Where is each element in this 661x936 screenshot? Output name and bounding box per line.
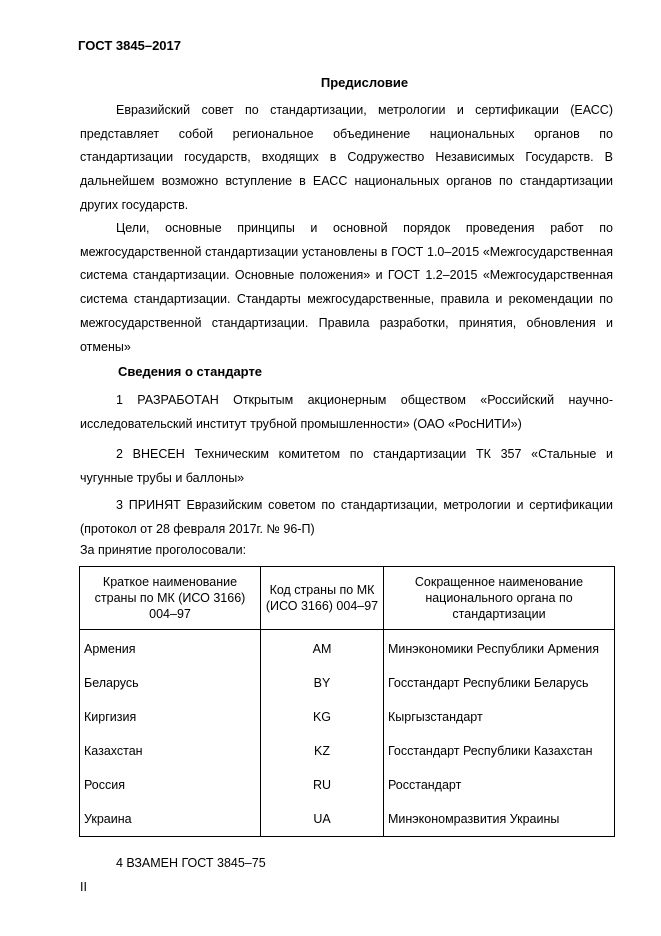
organization-cell: Минэкономики Республики Армения — [384, 630, 615, 667]
header-organization: Сокращенное наименование национального органа по стандартизации — [384, 567, 615, 630]
foreword-paragraph-1: Евразийский совет по стандартизации, метрологии и сертификации (ЕАСС) представляет собой региональное объединение национальных органов по стандартизации государств, входящих в Содружество Независимых Государств. В дальнейшем возможно вступление в ЕАСС национальных органов по стандартизации других государств. — [80, 103, 613, 212]
info-item-adopted: 3 ПРИНЯТ Евразийским советом по стандартизации, метрологии и сертификации (протокол от 28 февраля 2017г. № 96-П) — [80, 498, 613, 536]
table-row — [80, 802, 615, 837]
foreword-paragraph-2: Цели, основные принципы и основной порядок проведения работ по межгосударственной стандартизации установлены в ГОСТ 1.0–2015 «Межгосударственная система стандартизации. Основные положения» и ГОСТ 1.2–2015 «Межгосударственная система стандартизации. Стандарты межгосударственные, правила и рекомендации по межгосударственной стандартизации. Правила разработки, принятия, обновления и отмены» — [80, 221, 613, 354]
header-code: Код страны по МК (ИСО 3166) 004–97 — [261, 567, 384, 630]
voted-label: За принятие проголосовали: — [80, 543, 247, 557]
header-country: Краткое наименование страны по МК (ИСО 3166) 004–97 — [80, 567, 261, 630]
table-row — [80, 734, 615, 768]
country-cell: Киргизия — [80, 700, 261, 734]
country-cell: Украина — [80, 802, 261, 837]
code-cell: BY — [261, 666, 384, 700]
table-row — [80, 666, 615, 700]
organization-cell: Минэкономразвития Украины — [384, 802, 615, 837]
table-row — [80, 700, 615, 734]
table-header-row — [80, 567, 615, 630]
table-row — [80, 768, 615, 802]
code-cell: AM — [261, 630, 384, 667]
page-number: II — [80, 880, 87, 894]
country-cell: Казахстан — [80, 734, 261, 768]
code-cell: KG — [261, 700, 384, 734]
code-cell: UA — [261, 802, 384, 837]
country-cell: Беларусь — [80, 666, 261, 700]
table-row — [80, 630, 615, 667]
organization-cell: Росстандарт — [384, 768, 615, 802]
country-cell: Армения — [80, 630, 261, 667]
info-item-replaces: 4 ВЗАМЕН ГОСТ 3845–75 — [116, 856, 266, 870]
organization-cell: Кыргызстандарт — [384, 700, 615, 734]
foreword-title: Предисловие — [320, 75, 409, 90]
country-cell: Россия — [80, 768, 261, 802]
standard-info-title: Сведения о стандарте — [118, 364, 263, 379]
organization-cell: Госстандарт Республики Беларусь — [384, 666, 615, 700]
info-item-submitted: 2 ВНЕСЕН Техническим комитетом по стандартизации ТК 357 «Стальные и чугунные трубы и баллоны» — [80, 447, 613, 485]
code-cell: KZ — [261, 734, 384, 768]
voting-table — [79, 566, 615, 837]
organization-cell: Госстандарт Республики Казахстан — [384, 734, 615, 768]
page-header: ГОСТ 3845–2017 — [78, 38, 181, 53]
code-cell: RU — [261, 768, 384, 802]
info-item-developed: 1 РАЗРАБОТАН Открытым акционерным обществом «Российский научно-исследовательский институт трубной промышленности» (ОАО «РосНИТИ») — [80, 393, 613, 431]
